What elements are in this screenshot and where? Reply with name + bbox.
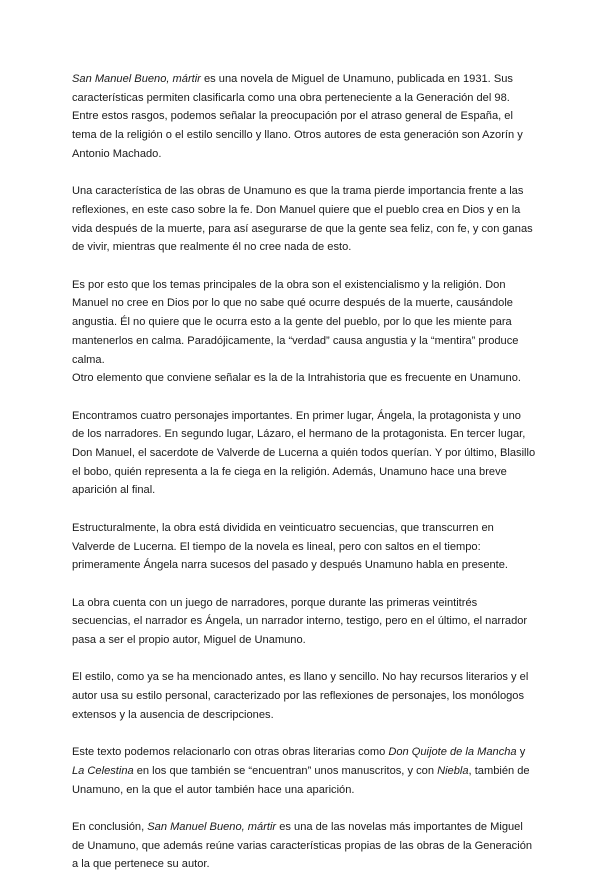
paragraph-structure: Estructuralmente, la obra está dividida en veinticuatro secuencias, que transcurren en Valverde de Lucerna. El tiempo de la novela es lineal, pero con saltos en el tiempo: primeramente Ángela narra sucesos del pasado y después Unamuno habla en presente. xyxy=(72,521,509,572)
paragraph-text: es una novela de Miguel de Unamuno, publicada en 1931. Sus características permiten clasificarla como una obra perteneciente a la Generación del 98. Entre estos rasgos, podemos señalar la preocupación por el atraso general de España, el tema de la religión o el estilo sencillo y llano. Otros autores de esta generación son Azorín y Antonio Machado. xyxy=(72,73,523,160)
paragraph-text: y xyxy=(516,746,526,759)
paragraph-text: es una de las novelas más importantes de Miguel de Unamuno, que además reúne varias características propias de las obras de la Generación a la que pertenece su autor. xyxy=(72,821,533,871)
paragraph-themes: Es por esto que los temas principales de la obra son el existencialismo y la religión. Don Manuel no cree en Dios por lo que no sabe qué ocurre después de la muerte, causándole angustia. Él no quiere que le ocurra esto a la gente del pueblo, por lo que les miente para mantenerlos en calma. Paradójicamente, la “verdad” causa angustia y la “mentira” produce calma. xyxy=(72,278,519,366)
paragraph-text: , también de Unamuno, en la que el autor también hace una aparición. xyxy=(72,764,530,796)
novel-title: San Manuel Bueno, mártir xyxy=(147,821,277,833)
paragraph-relations xyxy=(72,743,536,799)
paragraph-style: El estilo, como ya se ha mencionado antes, es llano y sencillo. No hay recursos literarios y el autor usa su estilo personal, caracterizado por las reflexiones de personajes, los monólogos extensos y la ausencia de descripciones. xyxy=(72,671,529,721)
paragraph-narrators: La obra cuenta con un juego de narradores, porque durante las primeras veintitrés secuencias, el narrador es Ángela, un narrador interno, testigo, pero en el último, el narrador pasa a ser el propio autor, Miguel de Unamuno. xyxy=(72,596,528,647)
paragraph-text: en los que también se “encuentran” unos manuscritos, y con xyxy=(133,764,438,777)
work-title-quijote: Don Quijote de la Mancha xyxy=(388,746,517,759)
paragraph-characters: Encontramos cuatro personajes importantes. En primer lugar, Ángela, la protagonista y uno de los narradores. En segundo lugar, Lázaro, el hermano de la protagonista. En tercer lugar, Don Manuel, el sacerdote de Valverde de Lucerna a quién todos querían. Y por último, Blasillo el bobo, quién representa a la fe ciega en la religión. Además, Unamuno hace una breve aparición al final. xyxy=(72,409,536,497)
paragraph-reflections: Una característica de las obras de Unamuno es que la trama pierde importancia frente a las reflexiones, en este caso sobre la fe. Don Manuel quiere que el pueblo crea en Dios y en la vida después de la muerte, para así asegurarse de que la gente sea feliz, con fe, y con ganas de vivir, mientras que realmente él no cree nada de esto. xyxy=(72,185,533,254)
paragraph-conclusion xyxy=(72,818,536,874)
novel-title: San Manuel Bueno, mártir xyxy=(72,73,201,85)
paragraph-intro xyxy=(72,70,536,164)
paragraph-intrahistoria: Otro elemento que conviene señalar es la de la Intrahistoria que es frecuente en Unamuno. xyxy=(72,372,521,385)
document-body xyxy=(72,70,536,893)
paragraph-text: En conclusión, xyxy=(72,821,148,833)
paragraph-text: Este texto podemos relacionarlo con otras obras literarias como xyxy=(72,746,389,759)
work-title-niebla: Niebla xyxy=(437,764,469,777)
work-title-celestina: La Celestina xyxy=(72,764,134,777)
